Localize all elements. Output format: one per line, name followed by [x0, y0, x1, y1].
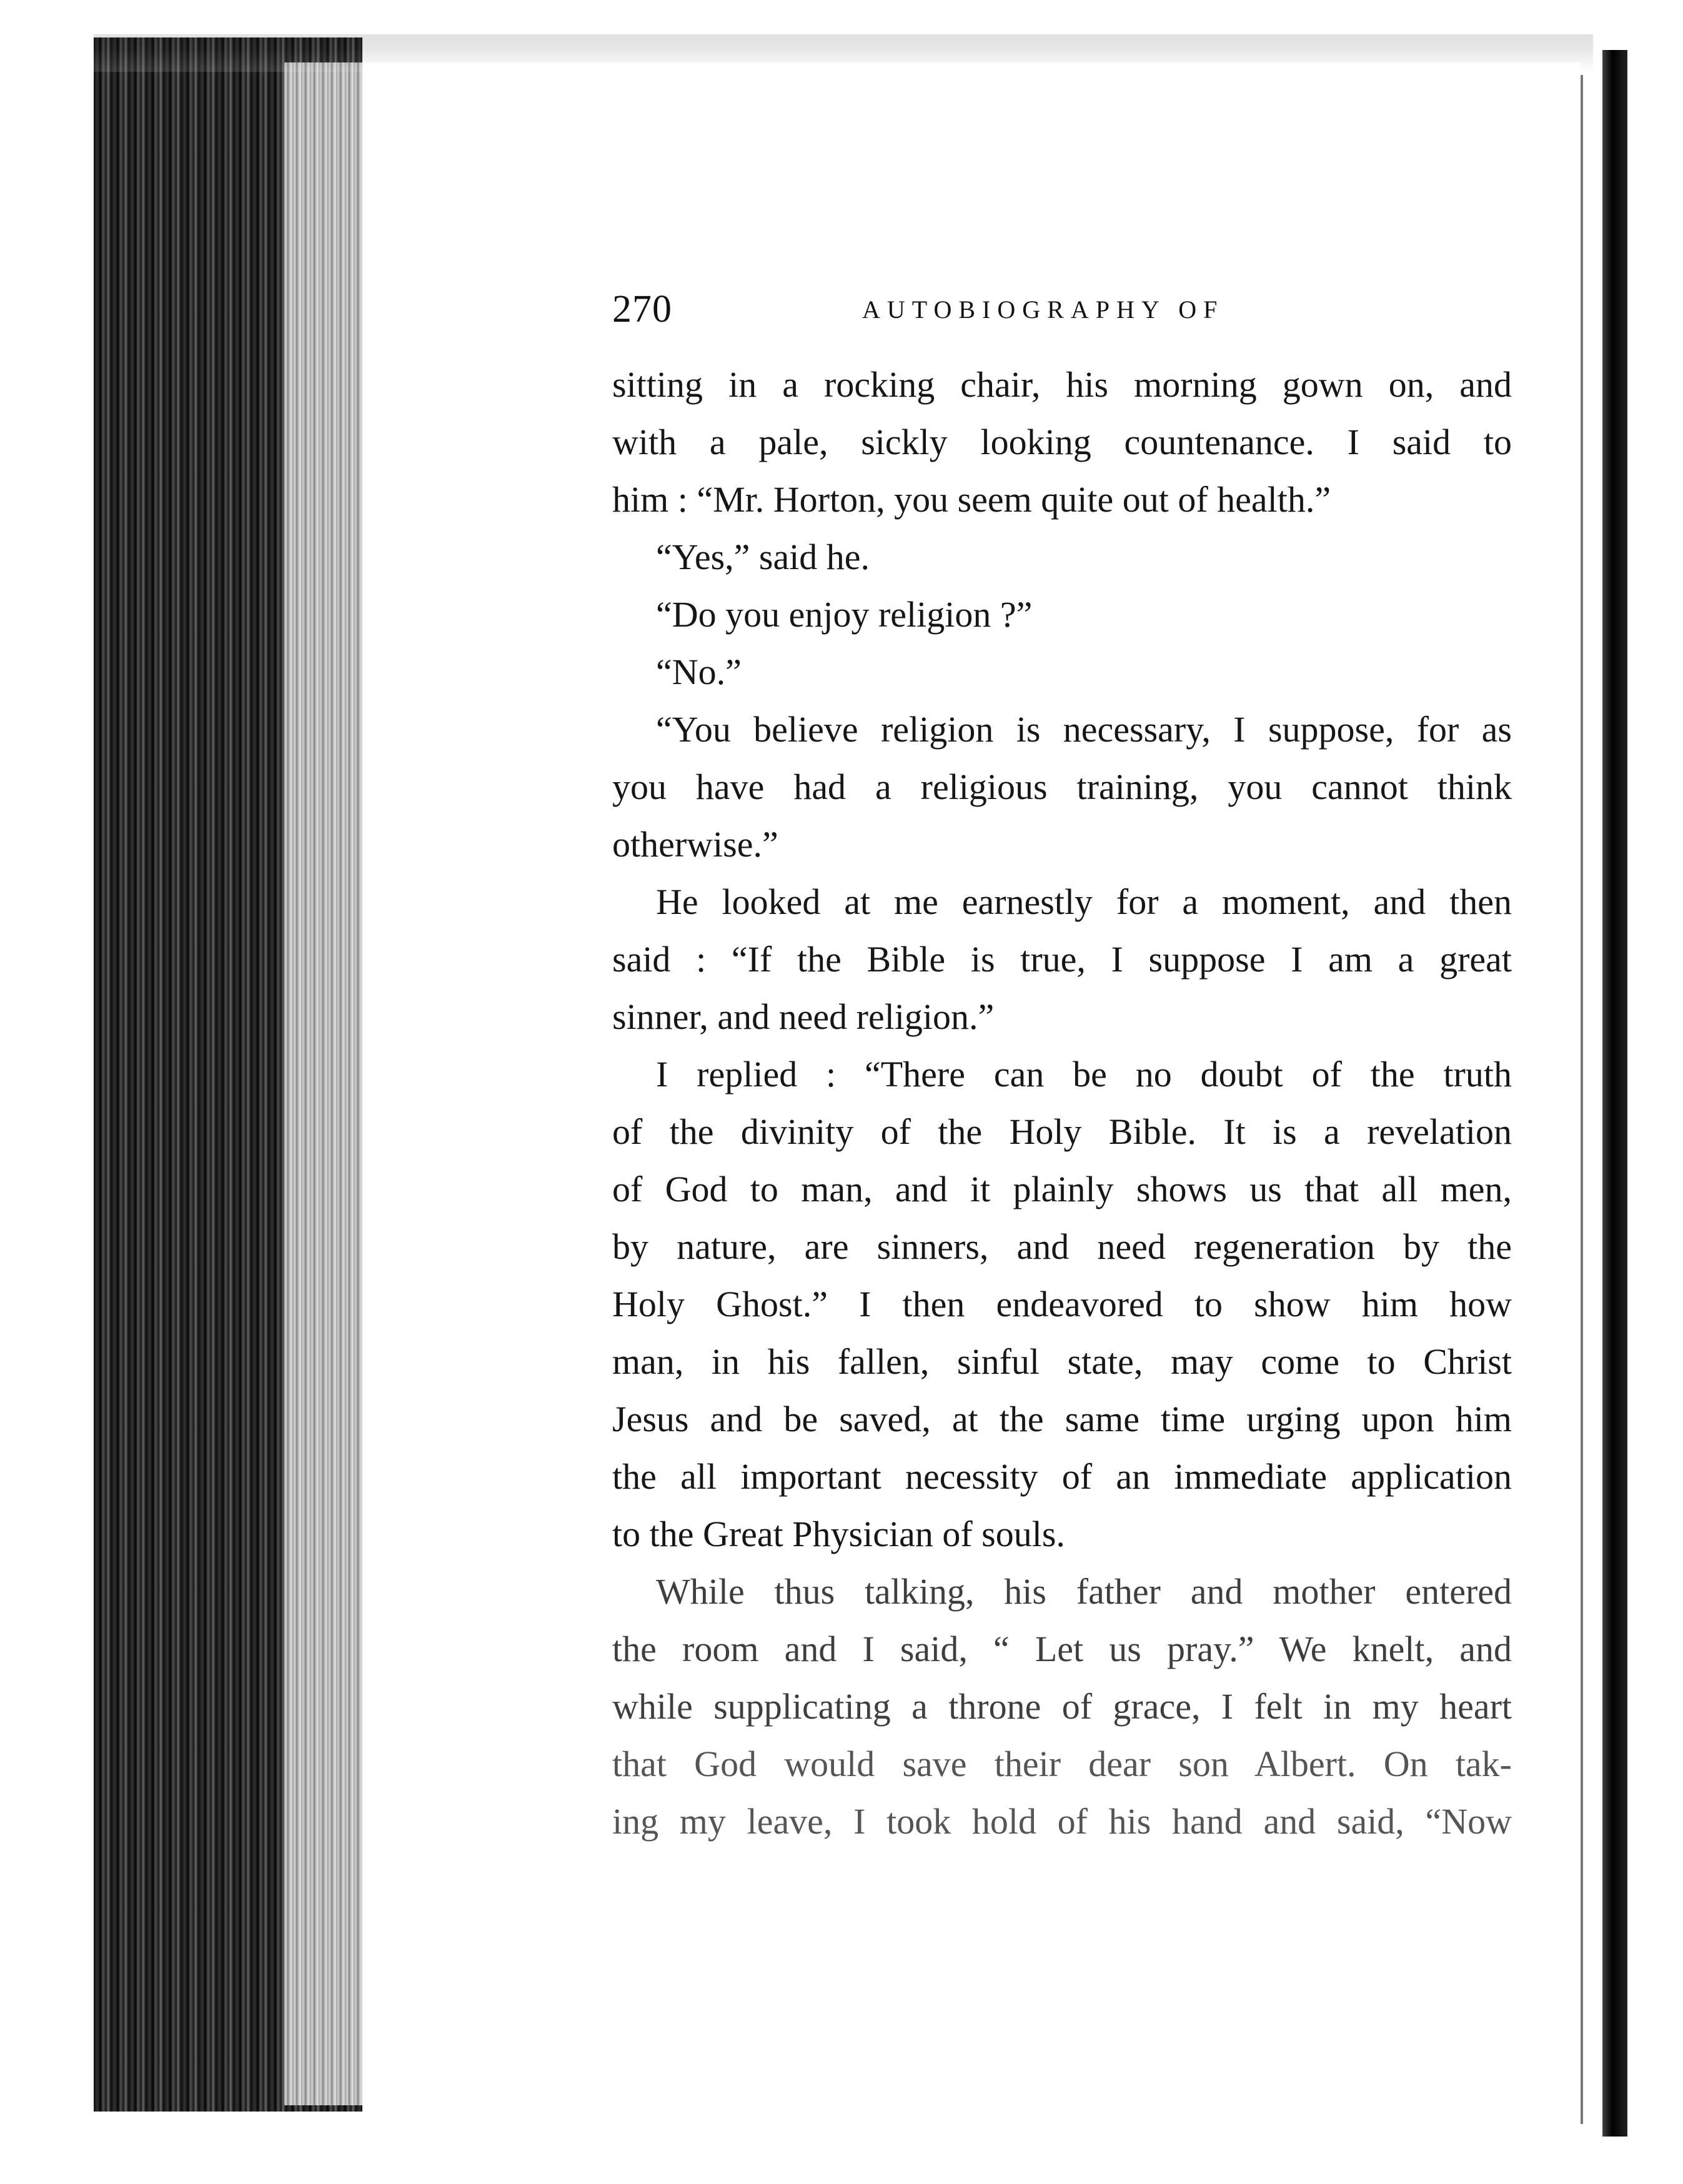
text-line: “Yes,” said he.: [656, 537, 870, 577]
text-line: with a pale, sickly looking countenance. I said to: [612, 422, 1512, 462]
text-line: He looked at me earnestly for a moment, and then: [656, 881, 1512, 922]
book-page-edges: [284, 62, 362, 2105]
text-line: While thus talking, his father and mother entered: [656, 1571, 1512, 1612]
body-text: [612, 356, 1512, 1850]
page-header: [612, 287, 1512, 337]
text-line: Holy Ghost.” I then endeavored to show him how: [612, 1284, 1512, 1324]
text-line: him : “Mr. Horton, you seem quite out of health.”: [612, 479, 1331, 520]
text-line: the room and I said, “ Let us pray.” We knelt, and: [612, 1629, 1512, 1669]
text-line: said : “If the Bible is true, I suppose I am a great: [612, 939, 1512, 980]
text-line: man, in his fallen, sinful state, may come to Christ: [612, 1341, 1512, 1382]
text-line: sinner, and need religion.”: [612, 996, 995, 1037]
text-line: Jesus and be saved, at the same time urging upon him: [612, 1399, 1512, 1439]
text-line: sitting in a rocking chair, his morning gown on, and: [612, 364, 1512, 405]
text-line: to the Great Physician of souls.: [612, 1514, 1065, 1554]
text-line: “No.”: [656, 652, 742, 692]
text-line: of the divinity of the Holy Bible. It is a revelation: [612, 1111, 1512, 1152]
text-line: of God to man, and it plainly shows us that all men,: [612, 1169, 1512, 1209]
page-number: 270: [612, 288, 672, 330]
text-line: while supplicating a throne of grace, I felt in my heart: [612, 1686, 1512, 1727]
opposite-page-edge: [1602, 50, 1627, 2137]
text-line: you have had a religious training, you cannot think: [612, 767, 1512, 807]
gutter-line: [1581, 75, 1583, 2124]
running-head: AUTOBIOGRAPHY OF: [862, 295, 1224, 324]
text-line: I replied : “There can be no doubt of the truth: [656, 1054, 1512, 1094]
text-line: by nature, are sinners, and need regeneration by the: [612, 1226, 1512, 1267]
text-line: “Do you enjoy religion ?”: [656, 594, 1033, 635]
text-line: otherwise.”: [612, 824, 778, 865]
text-line: that God would save their dear son Albert. On tak-: [612, 1744, 1512, 1784]
text-line: the all important necessity of an immediate application: [612, 1456, 1512, 1497]
text-line: “You believe religion is necessary, I suppose, for as: [656, 709, 1512, 750]
text-line: ing my leave, I took hold of his hand and said, “Now: [612, 1801, 1512, 1842]
